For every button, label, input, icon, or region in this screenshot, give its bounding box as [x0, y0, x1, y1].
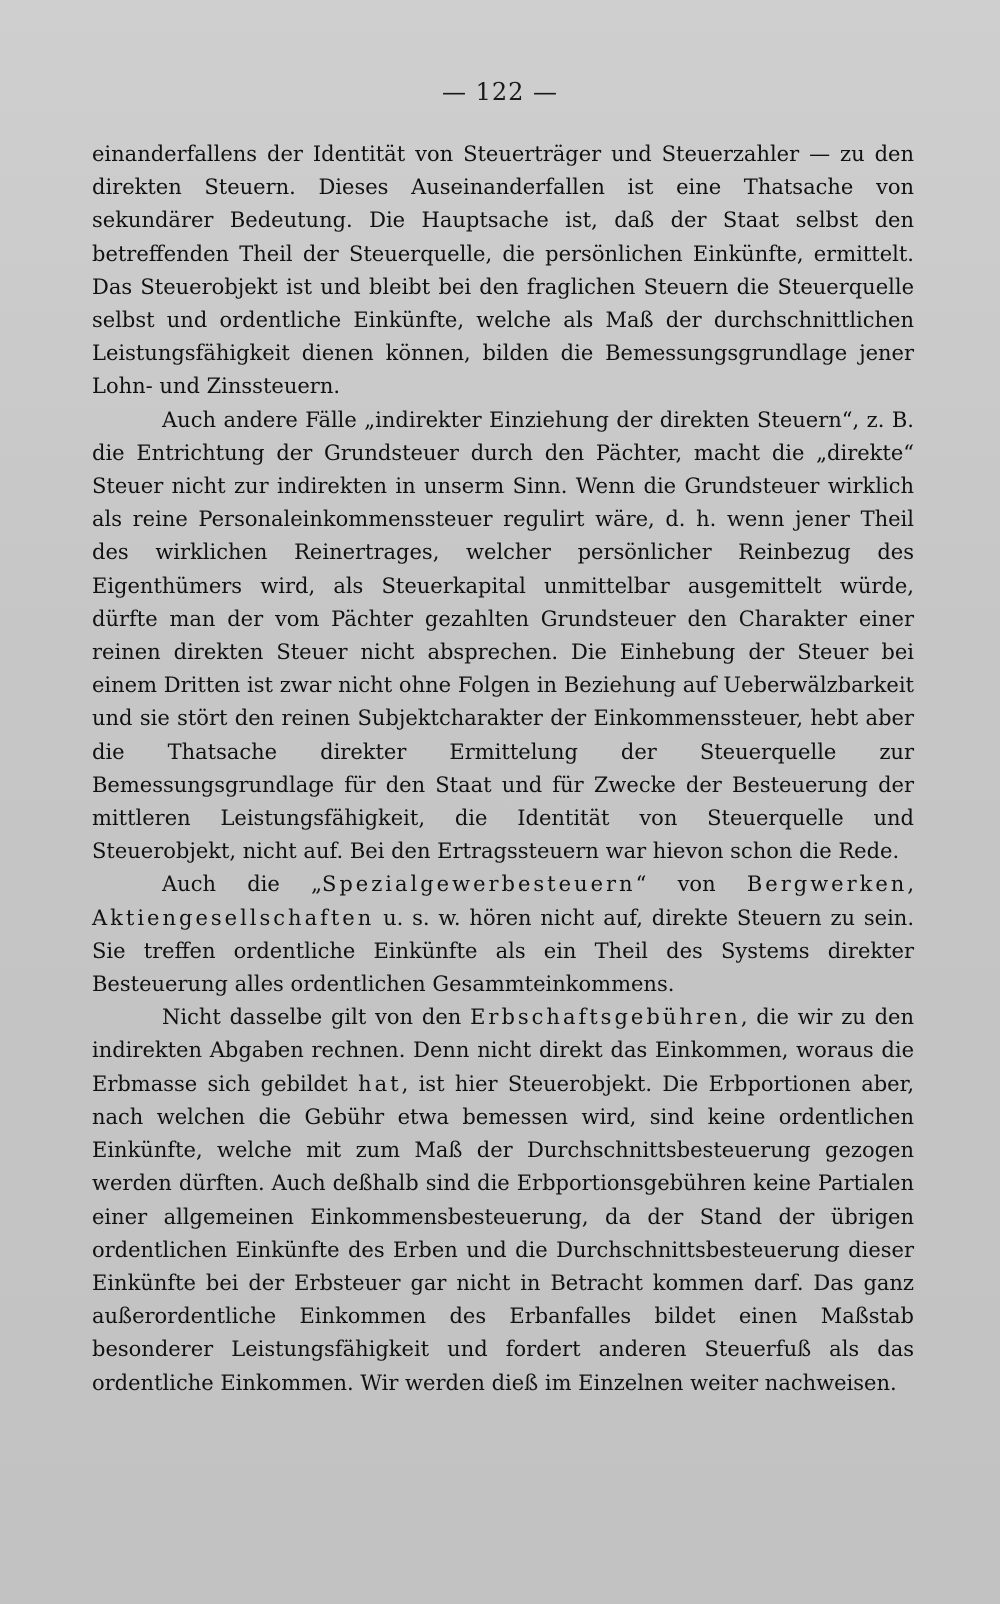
emphasized-text: Aktiengesellschaften — [92, 905, 375, 930]
text-segment: Auch andere Fälle „indirekter Einziehung der direkten Steuern“, z. B. die Entrichtung der Grundsteuer durch den Pächter, macht die „direkte“ Steuer nicht zur indirekten in unserm Sinn. Wenn die Grundsteuer wirklich als reine Personaleinkommenssteuer regulirt wäre, d. h. wenn jener Theil des wirklichen Reinertrages, welcher persönlicher Reinbezug des Eigenthümers wird, als Steuerkapital unmittelbar ausgemittelt würde, dürfte man der vom Pächter gezahlten Grundsteuer den Charakter einer reinen direkten Steuer nicht absprechen. Die Einhebung der Steuer bei einem Dritten ist zwar nicht ohne Folgen in Beziehung auf Ueberwälzbarkeit und sie stört den reinen Subjektcharakter der Einkommenssteuer, hebt aber die Thatsache direkter Ermittelung der Steuerquelle zur Bemessungsgrundlage für den Staat und für Zwecke der Besteuerung der mittleren Leistungsfähigkeit, die Identität von Steuerquelle und Steuerobjekt, nicht auf. Bei den Ertragssteuern war hievon schon die Rede. — [92, 407, 914, 864]
emphasized-text: Erbschaftsgebühren — [470, 1005, 741, 1030]
text-segment: Nicht dasselbe gilt von den — [162, 1005, 471, 1030]
emphasized-text: hat — [358, 1071, 402, 1096]
text-segment: , die wir zu den indirekten Abgaben rechnen. Denn nicht direkt das Einkommen, woraus die Erbmasse sich gebildet — [92, 1005, 914, 1096]
text-segment: einanderfallens der Identität von Steuerträger und Steuerzahler — zu den direkten Steuern. Dieses Auseinanderfallen ist eine Thatsache von sekundärer Bedeutung. Die Hauptsache ist, daß der Staat selbst den betreffenden Theil der Steuerquelle, die persönlichen Einkünfte, ermittelt. Das Steuerobjekt ist und bleibt bei den fraglichen Steuern die Steuerquelle selbst und ordentliche Einkünfte, welche als Maß der durchschnittlichen Leistungsfähigkeit dienen können, bilden die Bemessungsgrundlage jener Lohn- und Zinssteuern. — [92, 142, 914, 399]
text-segment: “ von — [635, 872, 747, 897]
paragraph — [92, 1001, 914, 1399]
text-segment: Auch die „ — [162, 872, 322, 897]
paragraph — [92, 138, 914, 404]
text-segment: u. s. w. hören nicht auf, direkte Steuern zu sein. Sie treffen ordentliche Einkünfte als ein Theil des Systems direkter Besteuerung alles ordentlichen Gesammteinkommens. — [92, 905, 914, 997]
paragraph — [92, 404, 914, 869]
text-body — [92, 138, 914, 1400]
text-segment: , ist hier Steuerobjekt. Die Erbportionen aber, nach welchen die Gebühr etwa bemessen wird, sind keine ordentlichen Einkünfte, welche mit zum Maß der Durchschnittsbesteuerung gezogen werden dürften. Auch deßhalb sind die Erbportionsgebühren keine Partialen einer allgemeinen Einkommensbesteuerung, da der Stand der übrigen ordentlichen Einkünfte des Erben und die Durchschnittsbesteuerung dieser Einkünfte bei der Erbsteuer gar nicht in Betracht kommen darf. Das ganz außerordentliche Einkommen des Erbanfalles bildet einen Maßstab besonderer Leistungsfähigkeit und fordert anderen Steuerfuß als das ordentliche Einkommen. Wir werden dieß im Einzelnen weiter nachweisen. — [92, 1071, 914, 1395]
text-segment: , — [907, 872, 915, 897]
page-number: — 122 — — [441, 78, 559, 106]
emphasized-text: Spezialgewerbesteuern — [321, 872, 636, 897]
paragraph — [92, 868, 914, 1001]
emphasized-text: Bergwerken — [746, 872, 908, 897]
